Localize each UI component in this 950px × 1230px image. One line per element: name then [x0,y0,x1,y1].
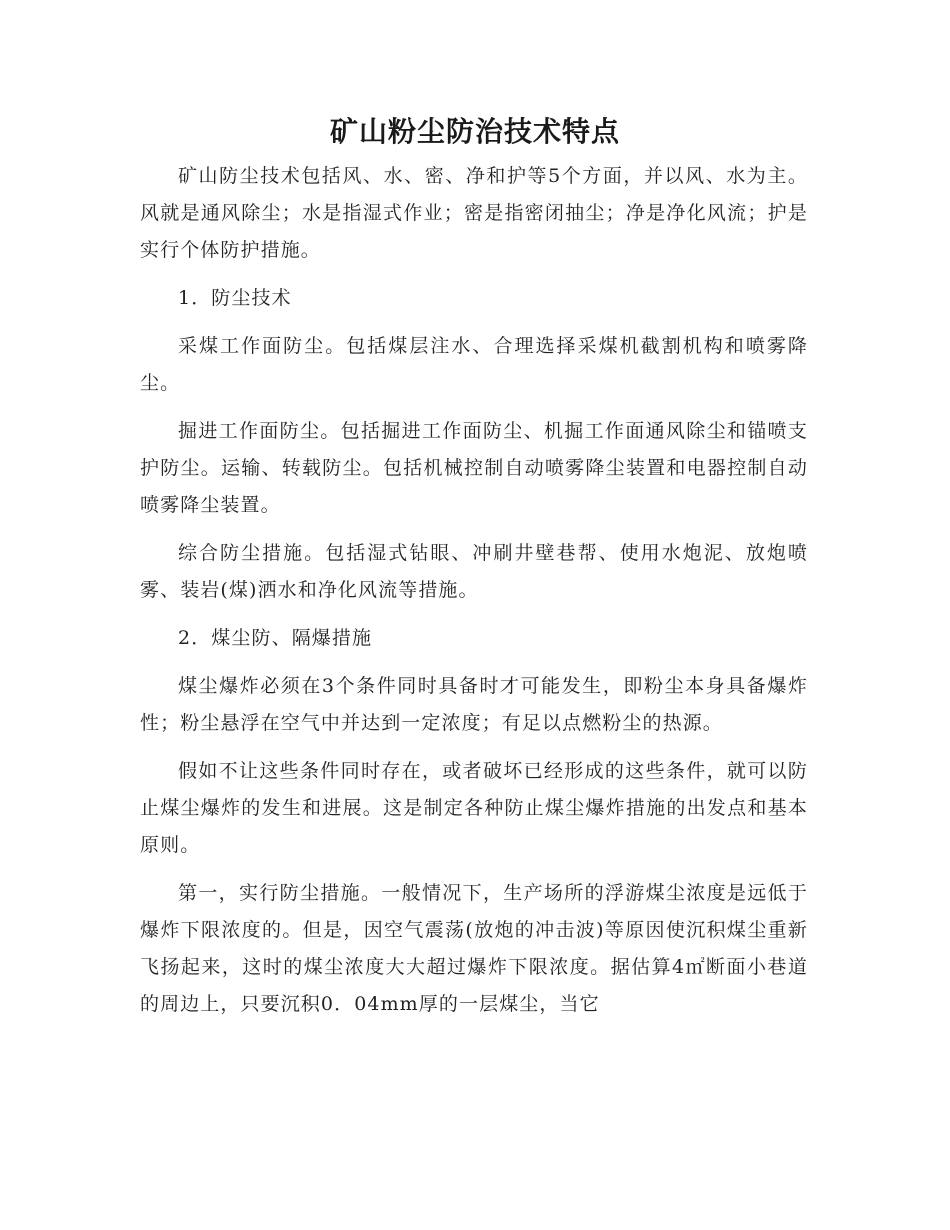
paragraph-comprehensive-measures: 综合防尘措施。包括湿式钻眼、冲刷井壁巷帮、使用水炮泥、放炮喷雾、装岩(煤)洒水和净化风流等措施。 [140,542,808,601]
section-heading-dust-prevention: 1．防尘技术 [178,287,292,309]
document-title: 矿山粉尘防治技术特点 [329,115,620,148]
paragraph-tunneling-face: 掘进工作面防尘。包括掘进工作面防尘、机掘工作面通风除尘和锚喷支护防尘。运输、转载防尘。包括机械控制自动喷雾降尘装置和电器控制自动喷雾降尘装置。 [140,420,808,516]
paragraph-mining-face: 采煤工作面防尘。包括煤层注水、合理选择采煤机截割机构和喷雾降尘。 [140,335,808,394]
section-heading-explosion-prevention: 2．煤尘防、隔爆措施 [178,627,373,649]
paragraph-basic-principle: 假如不让这些条件同时存在，或者破坏已经形成的这些条件，就可以防止煤尘爆炸的发生和进展。这是制定各种防止煤尘爆炸措施的出发点和基本原则。 [140,760,808,856]
document-body [140,158,808,1034]
paragraph-first-measure: 第一，实行防尘措施。一般情况下，生产场所的浮游煤尘浓度是远低于爆炸下限浓度的。但是，因空气震荡(放炮的冲击波)等原因使沉积煤尘重新飞扬起来，这时的煤尘浓度大大超过爆炸下限浓度。据估算4㎡断面小巷道的周边上，只要沉积0．04mm厚的一层煤尘，当它 [140,882,808,1015]
paragraph-explosion-conditions: 煤尘爆炸必须在3个条件同时具备时才可能发生，即粉尘本身具备爆炸性；粉尘悬浮在空气中并达到一定浓度；有足以点燃粉尘的热源。 [140,675,808,734]
paragraph-intro: 矿山防尘技术包括风、水、密、净和护等5个方面，并以风、水为主。风就是通风除尘；水是指湿式作业；密是指密闭抽尘；净是净化风流；护是实行个体防护措施。 [140,165,808,261]
